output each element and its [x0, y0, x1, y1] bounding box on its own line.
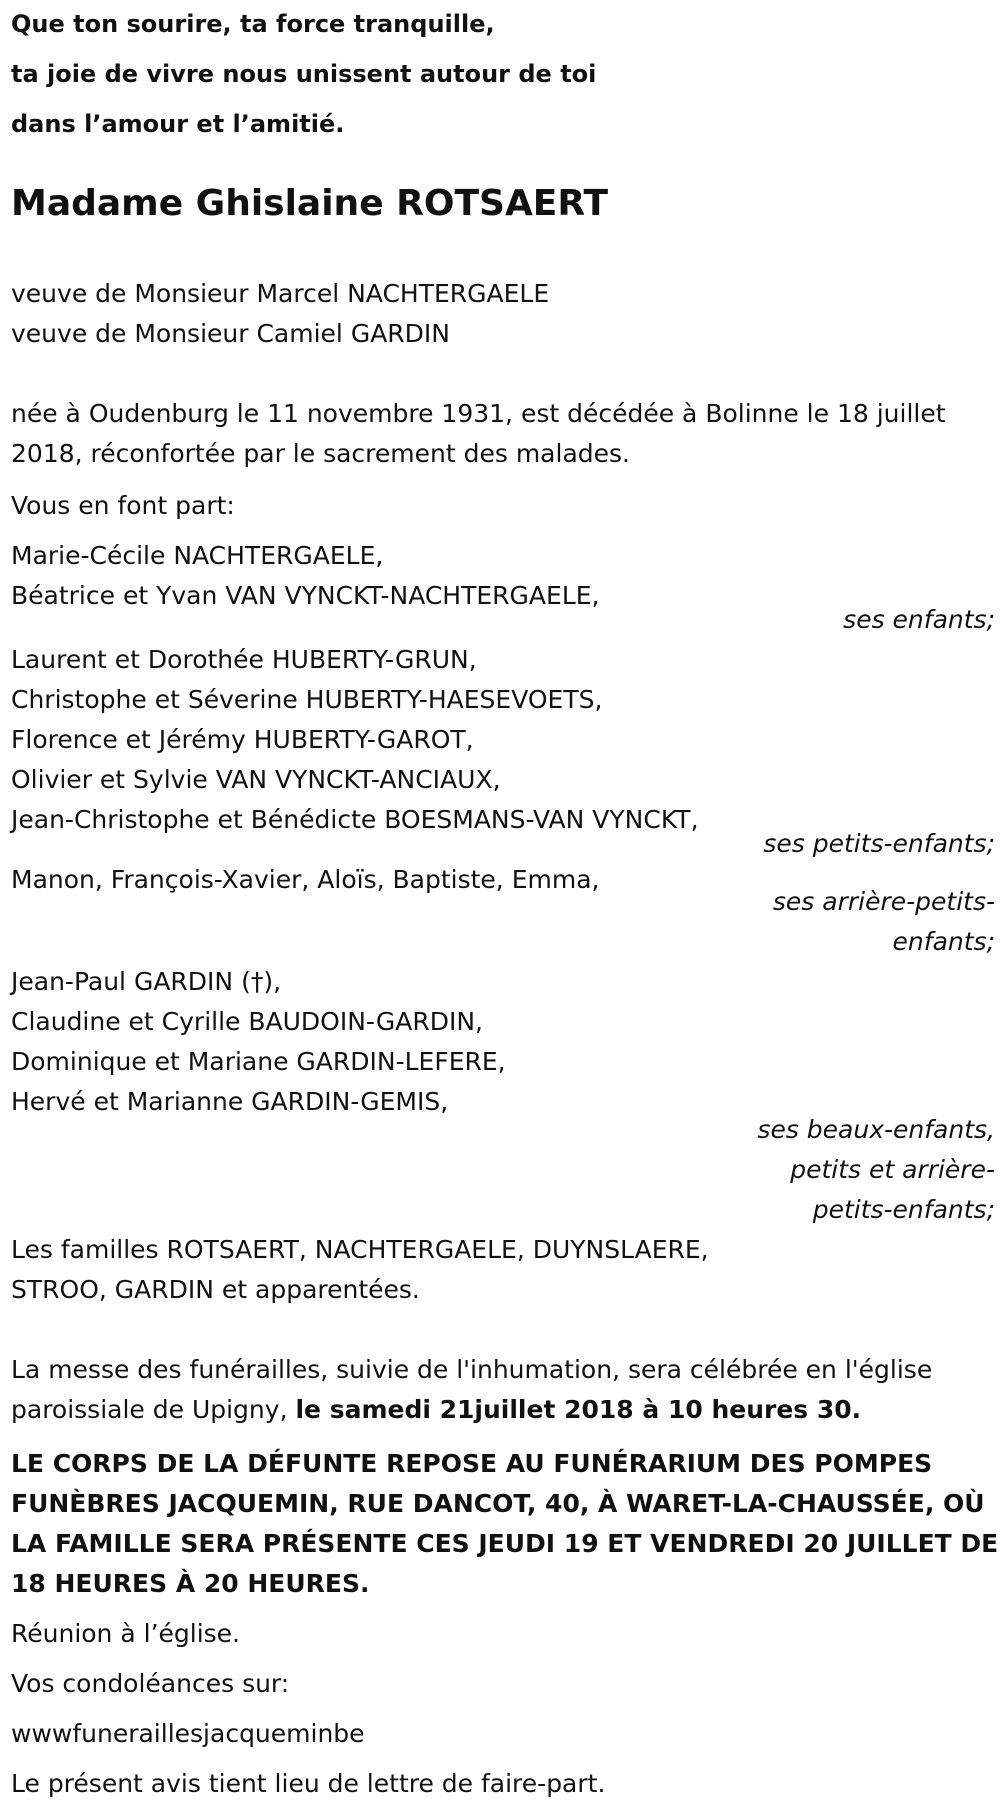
in-law-name: Jean-Paul GARDIN (†),: [11, 967, 282, 996]
website-link[interactable]: wwwfuneraillesjacqueminbe: [11, 1719, 365, 1748]
in-law-name: Dominique et Mariane GARDIN-LEFERE,: [11, 1047, 506, 1076]
grandchild-name: Olivier et Sylvie VAN VYNCKT-ANCIAUX,: [11, 765, 501, 794]
funerarium-line-3: LA FAMILLE SERA PRÉSENTE CES JEUDI 19 ET VENDREDI 20 JUILLET DE: [11, 1529, 999, 1558]
closing-text: Le présent avis tient lieu de lettre de faire-part.: [11, 1769, 606, 1798]
grandchild-name: Christophe et Séverine HUBERTY-HAESEVOETS,: [11, 685, 603, 714]
funerarium-line-2: FUNÈBRES JACQUEMIN, RUE DANCOT, 40, À WARET-LA-CHAUSSÉE, OÙ: [11, 1489, 985, 1518]
in-law-name: Hervé et Marianne GARDIN-GEMIS,: [11, 1087, 449, 1116]
grandchildren-relation: ses petits-enfants;: [763, 829, 995, 858]
grandchild-name: Jean-Christophe et Bénédicte BOESMANS-VAN VYNCKT,: [11, 805, 699, 834]
in-laws-relation-line-2: petits et arrière-: [790, 1155, 995, 1184]
mass-line-1: La messe des funérailles, suivie de l'inhumation, sera célébrée en l'église: [11, 1355, 933, 1384]
child-name: Marie-Cécile NACHTERGAELE,: [11, 541, 384, 570]
in-laws-relation-line-1: ses beaux-enfants,: [757, 1115, 995, 1144]
funerarium-line-1: LE CORPS DE LA DÉFUNTE REPOSE AU FUNÉRARIUM DES POMPES: [11, 1449, 933, 1478]
families-line-1: Les familles ROTSAERT, NACHTERGAELE, DUYNSLAERE,: [11, 1235, 709, 1264]
grandchild-name: Laurent et Dorothée HUBERTY-GRUN,: [11, 645, 477, 674]
great-grandchildren-relation-line-2: enfants;: [892, 927, 995, 956]
verse-line-1: Que ton sourire, ta force tranquille,: [11, 10, 495, 38]
announce-text: Vous en font part:: [11, 491, 235, 520]
widow-line-2: veuve de Monsieur Camiel GARDIN: [11, 319, 450, 348]
mass-location: paroissiale de Upigny,: [11, 1395, 296, 1424]
children-relation: ses enfants;: [843, 605, 995, 634]
verse-line-2: ta joie de vivre nous unissent autour de toi: [11, 60, 597, 88]
condolences-text: Vos condoléances sur:: [11, 1669, 290, 1698]
mass-line-2: [11, 1390, 861, 1430]
birth-death-line-2: 2018, réconfortée par le sacrement des malades.: [11, 439, 630, 468]
in-law-name: Claudine et Cyrille BAUDOIN-GARDIN,: [11, 1007, 483, 1036]
in-laws-relation-line-3: petits-enfants;: [812, 1195, 995, 1224]
deceased-name: Madame Ghislaine ROTSAERT: [11, 183, 609, 224]
verse-line-3: dans l’amour et l’amitié.: [11, 110, 345, 138]
families-line-2: STROO, GARDIN et apparentées.: [11, 1275, 420, 1304]
birth-death-line-1: née à Oudenburg le 11 novembre 1931, est décédée à Bolinne le 18 juillet: [11, 399, 946, 428]
grandchild-name: Florence et Jérémy HUBERTY-GAROT,: [11, 725, 474, 754]
great-grandchildren-relation-line-1: ses arrière-petits-: [772, 887, 995, 916]
mass-date: le samedi 21juillet 2018 à 10 heures 30.: [295, 1395, 862, 1424]
reunion-text: Réunion à l’église.: [11, 1619, 241, 1648]
child-name: Béatrice et Yvan VAN VYNCKT-NACHTERGAELE,: [11, 581, 600, 610]
great-grandchildren-names: Manon, François-Xavier, Aloïs, Baptiste, Emma,: [11, 865, 600, 894]
funerarium-line-4: 18 HEURES À 20 HEURES.: [11, 1569, 370, 1598]
widow-line-1: veuve de Monsieur Marcel NACHTERGAELE: [11, 279, 550, 308]
